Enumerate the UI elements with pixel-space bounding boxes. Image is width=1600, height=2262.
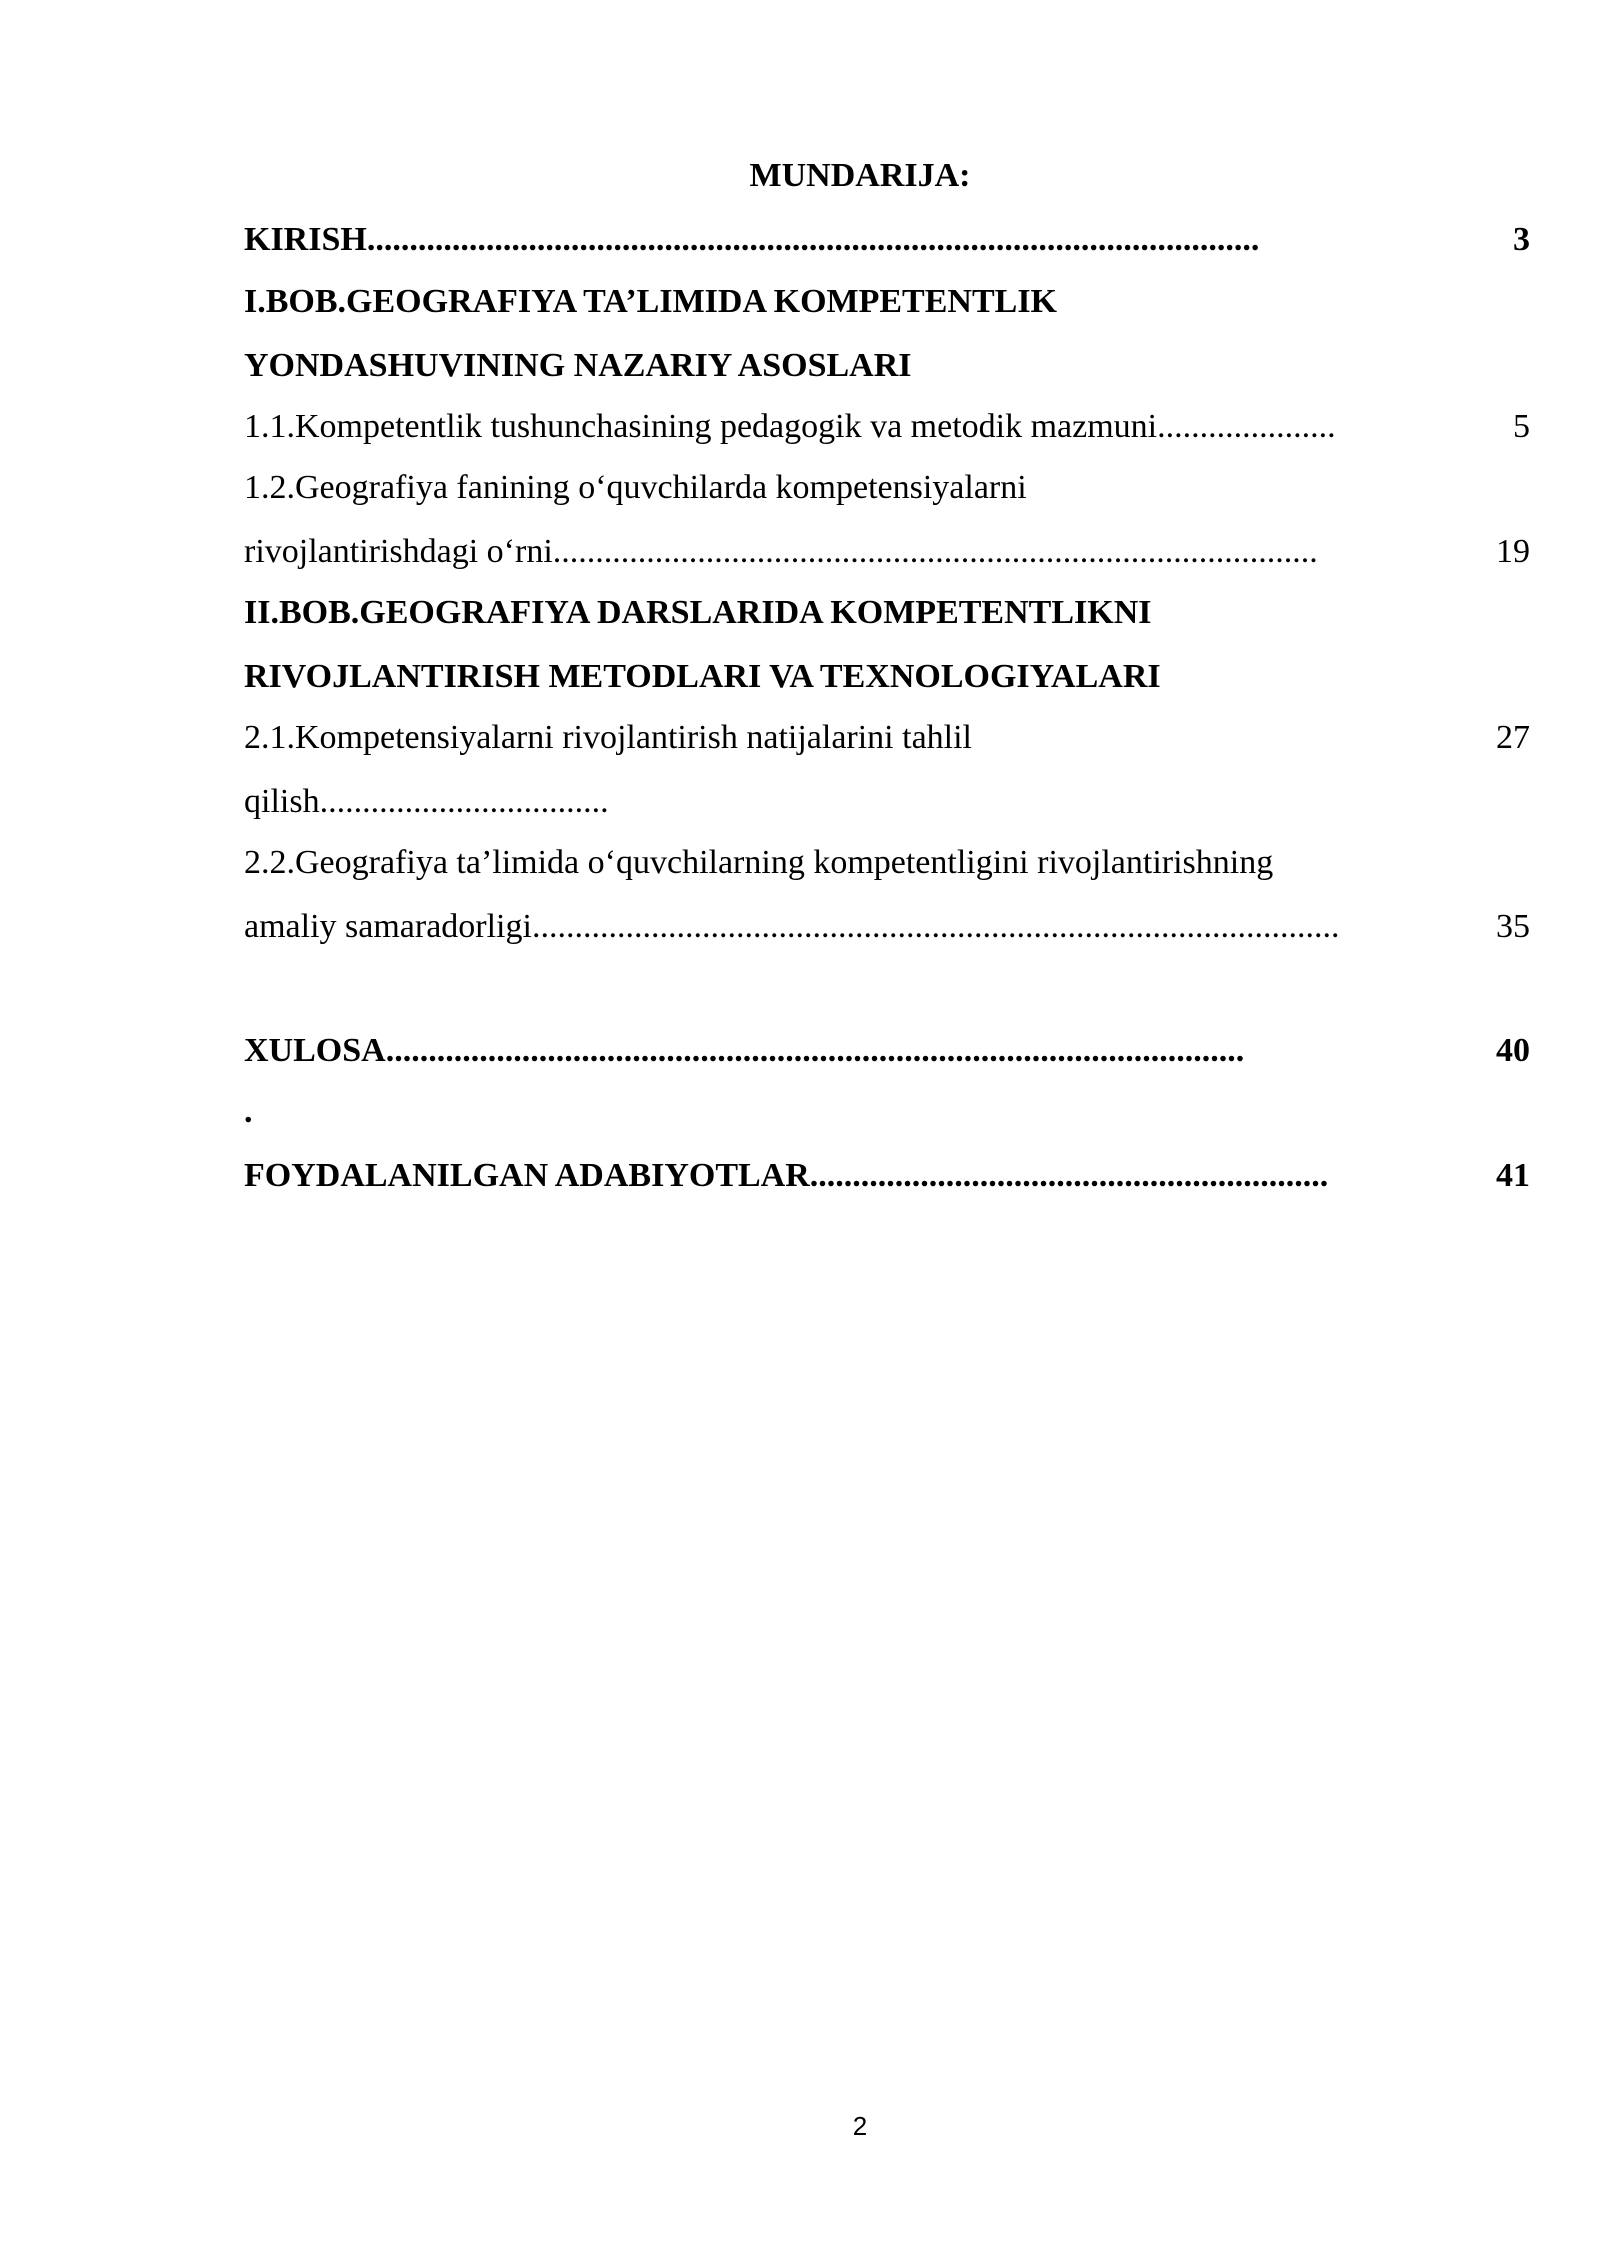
toc-page-kirish: 3 [1513, 221, 1530, 258]
toc-chapter-1-title-line-1[interactable]: I.BOB.GEOGRAFIYA TA’LIMIDA KOMPETENTLIK [244, 283, 1057, 320]
toc-entry-1-2-line-2[interactable]: rivojlantirishdagi o‘rni.......................................................................................... [244, 533, 1318, 570]
toc-page-2-1: 27 [1496, 719, 1530, 756]
toc-entry-1-1[interactable]: 1.1.Kompetentlik tushunchasining pedagogik va metodik mazmuni..................... [244, 408, 1336, 445]
toc-page-1-2: 19 [1496, 533, 1530, 570]
toc-entry-adabiyotlar[interactable]: FOYDALANILGAN ADABIYOTLAR............................................................. [244, 1157, 1329, 1194]
toc-chapter-1-title-line-2[interactable]: YONDASHUVINING NAZARIY ASOSLARI [244, 347, 912, 384]
toc-chapter-2-title-line-1[interactable]: II.BOB.GEOGRAFIYA DARSLARIDA KOMPETENTLIKNI [244, 594, 1152, 631]
toc-page-adabiyotlar: 41 [1496, 1157, 1530, 1194]
toc-chapter-2-title-line-2[interactable]: RIVOJLANTIRISH METODLARI VA TEXNOLOGIYALARI [244, 658, 1161, 695]
toc-entry-2-2-line-2[interactable]: amaliy samaradorligi............................................................................................... [244, 908, 1340, 945]
toc-page-xulosa: 40 [1496, 1032, 1530, 1069]
toc-page-2-2: 35 [1496, 908, 1530, 945]
page-number: 2 [852, 2111, 868, 2141]
toc-entry-2-1-line-2[interactable]: qilish.................................. [244, 783, 609, 820]
toc-entry-1-2-line-1[interactable]: 1.2.Geografiya fanining o‘quvchilarda kompetensiyalarni [244, 469, 1027, 506]
toc-entry-xulosa[interactable]: XULOSA..................................................................................................... [244, 1032, 1245, 1069]
stray-dot: . [244, 1093, 253, 1130]
page-title: MUNDARIJA: [749, 157, 971, 194]
toc-entry-2-1-line-1[interactable]: 2.1.Kompetensiyalarni rivojlantirish natijalarini tahlil [244, 719, 972, 756]
toc-entry-2-2-line-1[interactable]: 2.2.Geografiya ta’limida o‘quvchilarning kompetentligini rivojlantirishning [244, 844, 1274, 881]
toc-page-1-1: 5 [1513, 408, 1530, 445]
toc-entry-kirish[interactable]: KIRISH......................................................................................................... [244, 221, 1260, 258]
